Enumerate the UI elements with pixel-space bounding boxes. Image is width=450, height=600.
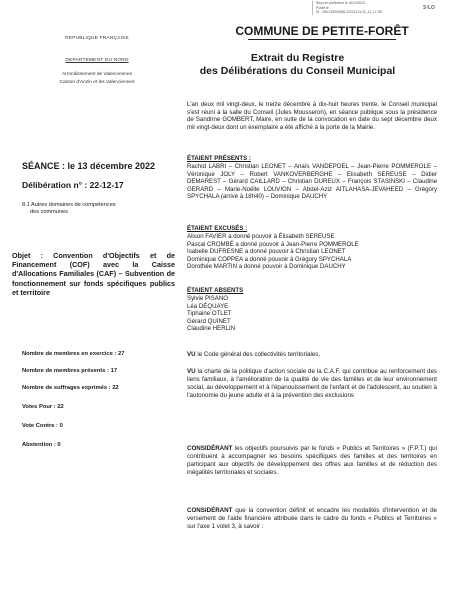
list-item: Sylvie PISANO [187, 295, 228, 302]
stat-abstention: Abstention : 0 [22, 442, 61, 448]
commune-title: COMMUNE DE PETITE-FORÊT [235, 24, 409, 38]
list-item: Dorothée MARTIN a donné pouvoir à Dominique DAUCHY [187, 263, 346, 271]
domaine-line2: des communes [30, 209, 68, 216]
considerant-convention [187, 507, 437, 531]
considerant-lead: CONSIDÉRANT [187, 445, 233, 452]
list-item: Pascal CROMBÉ a donné pouvoir à Jean-Pierre POMMEROLE [187, 240, 359, 248]
list-item: Léa DÉQUAYE [187, 302, 229, 310]
list-item: Gérard QUINET [187, 317, 231, 325]
presents-title: ÉTAIENT PRÉSENTS : [187, 155, 251, 162]
considerant-text: que la convention définit et encadre les modalités d'intervention et de versement de l'aide financière attribuée dans le cadre du fonds « Publics et Territoires » sur l'axe 1 volet 3, à savoir : [187, 507, 437, 530]
stat-vote-contre: Vote Contre : 0 [22, 423, 63, 429]
presents-list: Rachid LABRI – Christian LEONET – Anaïs VANDEPOEL – Jean-Pierre POMMEROLE – Véronique JOLY – Robert VANKOVERBERGHE – Elisabeth SEREUSE – Didier DEMAREST – Gérard CAILLARD – Christian DUREUX – François STASINSKI – Claudine GERARD – Marie-Noëlle LOUVION – Abdel-Aziz AITLAHASA-JEVAHEED – Grégory SPYCHALA (arrivé à 18h40) – Dominique DAUCHY [187, 163, 437, 201]
stamp-logo: S²LO [423, 5, 435, 11]
extrait-title [160, 52, 435, 78]
seance-date: SÉANCE : le 13 décembre 2022 [22, 161, 156, 171]
considerant-text: les objectifs poursuivis par le fonds « Publics et Territoires » (F.P.T.) qui contribuent à accompagner les besoins spécifiques des familles et des territoires en participant aux objectifs de développement des offres aux familles et de réduction des inégalités territoriales et sociales. [187, 445, 437, 476]
list-item: Tiphaine OTLET [187, 310, 232, 318]
stamp-line: Publié le [316, 5, 329, 10]
vu-lead: VU [187, 368, 196, 375]
stamp-line: Reçu en préfecture le 15/12/2022 [316, 1, 365, 5]
list-item: Alison FAVIER a donné pouvoir à Élisabeth SEREUSE [187, 233, 335, 240]
domaine-line1: 8.1 Autres domaines de compétences [22, 202, 116, 208]
absents-title: ÉTAIENT ABSENTS [187, 287, 244, 294]
objet-text: Objet : Convention d'Objectifs et de Financement (COF) avec la Caisse d'Allocations Familiales (CAF) – Subvention de fonctionnement sur fonds spécifiques publics et territoire [12, 251, 175, 297]
deliberation-number: Délibération n° : 22-12-17 [22, 180, 124, 190]
departement-label: DEPARTEMENT DU NORD [65, 58, 129, 63]
considerant-fpt [187, 445, 437, 477]
stat-membres-presents: Nombre de membres présents : 17 [22, 368, 118, 374]
extrait-line2: des Délibérations du Conseil Municipal [199, 65, 396, 77]
stat-suffrages-exprimes: Nombre de suffrages exprimés : 22 [22, 385, 119, 391]
vu-text: le Code général des collectivités territoriales, [195, 351, 321, 358]
vu-lead: VU [187, 351, 196, 358]
excuses-list [187, 233, 437, 271]
intro-paragraph: L'an deux mil vingt-deux, le treize décembre à dix-huit heures trente, le Conseil municipal s'est réuni à la salle du Conseil (Jules Mousseron), en séance publique sous la présidence de Sandrine GOMBERT, Maire, en suite de la convocation en date du sept décembre deux mil vingt-deux dont un exemplaire a été affiché à la porte de la Mairie. [187, 101, 437, 131]
list-item: Isabelle DUFRESNE a donné pouvoir à Christian LEONET [187, 248, 346, 256]
list-item: Claudine HERLIN [187, 325, 236, 333]
stamp-line: ID : 059-215904566-20221213-22_12_17-DE [316, 10, 383, 15]
list-item: Dominique COPPEA a donné pouvoir à Grégory SPYCHALA [187, 255, 352, 263]
stat-votes-pour: Votes Pour : 22 [22, 404, 64, 410]
republique-label: REPUBLIQUE FRANÇAISE [65, 36, 129, 41]
extrait-line1: Extrait du Registre [250, 52, 345, 64]
vu-cgct [187, 351, 437, 359]
excuses-title: ÉTAIENT EXCUSÉS : [187, 225, 248, 232]
arrondissement-label: Arrondissement de Valenciennes [61, 72, 133, 77]
vu-charte-caf [187, 368, 437, 400]
domaine-competence [22, 202, 162, 217]
canton-label: Canton d'Anzin et les Valenciennes [59, 80, 135, 85]
stat-membres-exercice: Nombre de membres en exercice : 27 [22, 351, 125, 357]
vu-text: la charte de la politique d'action sociale de la C.A.F. qui contribue au renforcement des liens familiaux, à l'amélioration de la qualité de vie des familles et de leur environnement social, au développement et à l'épanouissement de l'enfant et de l'adolescent, au soutien à l'autonomie du jeune adulte et à la prévention des exclusions [187, 368, 437, 399]
considerant-lead: CONSIDÉRANT [187, 507, 233, 514]
title-underline [248, 39, 396, 40]
absents-list [187, 295, 387, 333]
